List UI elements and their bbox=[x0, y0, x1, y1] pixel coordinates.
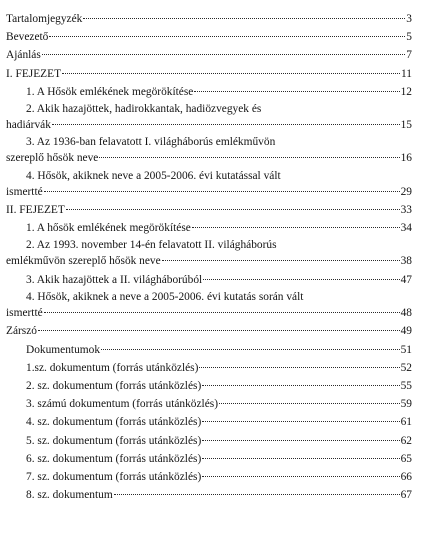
toc-entry-document-7 bbox=[6, 468, 412, 486]
dot-leader bbox=[66, 209, 400, 210]
toc-entry-title: szereplő hősök neve bbox=[6, 152, 99, 165]
toc-entry-page: 3 bbox=[406, 13, 412, 25]
toc-entry-title: II. FEJEZET bbox=[6, 204, 65, 217]
toc-entry-page: 11 bbox=[401, 67, 412, 80]
toc-entry-title: 2. sz. dokumentum (forrás utánközlés) bbox=[26, 380, 202, 393]
toc-entry-ch1-section-1 bbox=[6, 83, 412, 101]
toc-entry-document-1 bbox=[6, 359, 412, 377]
toc-entry-document-5 bbox=[6, 432, 412, 450]
toc-entry-title: 3. Akik hazajöttek a II. világháborúból bbox=[26, 273, 203, 286]
dot-leader bbox=[38, 330, 400, 331]
toc-entry-ch2-section-1 bbox=[6, 219, 412, 237]
toc-entry-title: Dokumentumok bbox=[26, 343, 101, 356]
toc-entry-title: Ajánlás bbox=[6, 49, 41, 62]
dot-leader bbox=[219, 403, 400, 404]
dot-leader bbox=[44, 191, 400, 192]
dot-leader bbox=[202, 421, 399, 422]
toc-entry-title: 8. sz. dokumentum bbox=[26, 489, 113, 502]
dot-leader bbox=[203, 279, 399, 280]
dot-leader bbox=[44, 312, 400, 313]
toc-entry-title: 1.sz. dokumentum (forrás utánközlés) bbox=[26, 361, 199, 374]
toc-entry-title: Zárszó bbox=[6, 325, 37, 338]
toc-entry-document-3 bbox=[6, 395, 412, 413]
toc-entry-page: 47 bbox=[400, 273, 412, 286]
toc-entry-chapter-1 bbox=[6, 65, 412, 83]
toc-entry-ch1-section-2-line1: 2. Akik hazajöttek, hadirokkantak, hadiözvegyek és bbox=[26, 102, 262, 115]
toc-entry-page: 12 bbox=[400, 85, 412, 98]
dot-leader bbox=[202, 458, 399, 459]
toc-entry-title: Tartalomjegyzék bbox=[6, 13, 83, 25]
dot-leader bbox=[202, 476, 399, 477]
toc-entry-tartalomjegyzek bbox=[6, 10, 412, 28]
toc-entry-document-2 bbox=[6, 377, 412, 395]
dot-leader bbox=[52, 124, 400, 125]
toc-entry-title: Bevezető bbox=[6, 31, 49, 44]
table-of-contents bbox=[6, 10, 412, 504]
toc-entry-ajanlas bbox=[6, 46, 412, 64]
toc-entry-title: 1. A Hősök emlékének megörökítése bbox=[26, 85, 194, 98]
toc-entry-page: 48 bbox=[400, 307, 412, 320]
dot-leader bbox=[62, 73, 400, 74]
toc-entry-dokumentumok bbox=[6, 341, 412, 359]
toc-entry-ch2-section-3 bbox=[6, 271, 412, 289]
toc-entry-page: 5 bbox=[406, 31, 412, 44]
toc-entry-page: 34 bbox=[400, 222, 412, 235]
toc-entry-title: ismertté bbox=[6, 307, 43, 320]
dot-leader bbox=[101, 349, 400, 350]
dot-leader bbox=[42, 54, 406, 55]
toc-entry-page: 51 bbox=[400, 343, 412, 356]
toc-entry-document-6 bbox=[6, 450, 412, 468]
toc-entry-page: 38 bbox=[400, 255, 412, 268]
toc-entry-ch2-section-2-line1: 2. Az 1993. november 14-én felavatott II. világháborús bbox=[26, 239, 277, 252]
toc-entry-ch2-section-4 bbox=[6, 305, 412, 322]
dot-leader bbox=[194, 91, 399, 92]
toc-entry-ch1-section-3 bbox=[6, 150, 412, 167]
toc-entry-page: 33 bbox=[400, 204, 412, 217]
toc-entry-title: 7. sz. dokumentum (forrás utánközlés) bbox=[26, 470, 202, 483]
toc-entry-document-8 bbox=[6, 486, 412, 504]
dot-leader bbox=[192, 227, 400, 228]
dot-leader bbox=[83, 18, 405, 19]
toc-entry-document-4 bbox=[6, 413, 412, 431]
toc-entry-page: 61 bbox=[400, 416, 412, 429]
toc-entry-page: 15 bbox=[400, 118, 412, 131]
toc-entry-page: 16 bbox=[400, 152, 412, 165]
toc-entry-ch1-section-4 bbox=[6, 184, 412, 201]
toc-entry-bevezeto bbox=[6, 28, 412, 46]
toc-entry-title: ismertté bbox=[6, 185, 43, 198]
toc-entry-ch2-section-2 bbox=[6, 253, 412, 270]
toc-entry-page: 49 bbox=[400, 325, 412, 338]
toc-entry-page: 55 bbox=[400, 380, 412, 393]
toc-entry-page: 62 bbox=[400, 434, 412, 447]
toc-entry-page: 29 bbox=[400, 185, 412, 198]
toc-entry-zarszo bbox=[6, 322, 412, 340]
dot-leader bbox=[162, 260, 400, 261]
toc-entry-ch1-section-4-line1: 4. Hősök, akiknek neve a 2005-2006. évi kutatással vált bbox=[26, 169, 281, 182]
toc-entry-page: 59 bbox=[400, 398, 412, 411]
dot-leader bbox=[114, 494, 400, 495]
dot-leader bbox=[202, 440, 399, 441]
toc-entry-page: 7 bbox=[406, 49, 412, 62]
toc-entry-ch1-section-3-line1: 3. Az 1936-ban felavatott I. világháborús emlékművön bbox=[26, 136, 276, 149]
toc-entry-title: 6. sz. dokumentum (forrás utánközlés) bbox=[26, 452, 202, 465]
toc-entry-title: I. FEJEZET bbox=[6, 67, 62, 80]
dot-leader bbox=[99, 157, 399, 158]
toc-entry-title: emlékművön szereplő hősök neve bbox=[6, 255, 161, 268]
toc-entry-title: 1. A hősök emlékének megörökítése bbox=[26, 222, 191, 235]
dot-leader bbox=[49, 36, 405, 37]
toc-entry-page: 66 bbox=[400, 470, 412, 483]
toc-entry-title: hadiárvák bbox=[6, 118, 51, 131]
toc-entry-ch2-section-4-line1: 4. Hősök, akiknek a neve a 2005-2006. évi kutatás során vált bbox=[26, 291, 304, 304]
toc-entry-chapter-2 bbox=[6, 201, 412, 219]
toc-entry-title: 4. sz. dokumentum (forrás utánközlés) bbox=[26, 416, 202, 429]
toc-entry-page: 65 bbox=[400, 452, 412, 465]
dot-leader bbox=[202, 385, 399, 386]
toc-entry-title: 5. sz. dokumentum (forrás utánközlés) bbox=[26, 434, 202, 447]
toc-entry-title: 3. számú dokumentum (forrás utánközlés) bbox=[26, 398, 219, 411]
toc-entry-page: 67 bbox=[400, 489, 412, 502]
toc-entry-ch1-section-2 bbox=[6, 117, 412, 134]
toc-entry-page: 52 bbox=[400, 361, 412, 374]
dot-leader bbox=[199, 367, 399, 368]
